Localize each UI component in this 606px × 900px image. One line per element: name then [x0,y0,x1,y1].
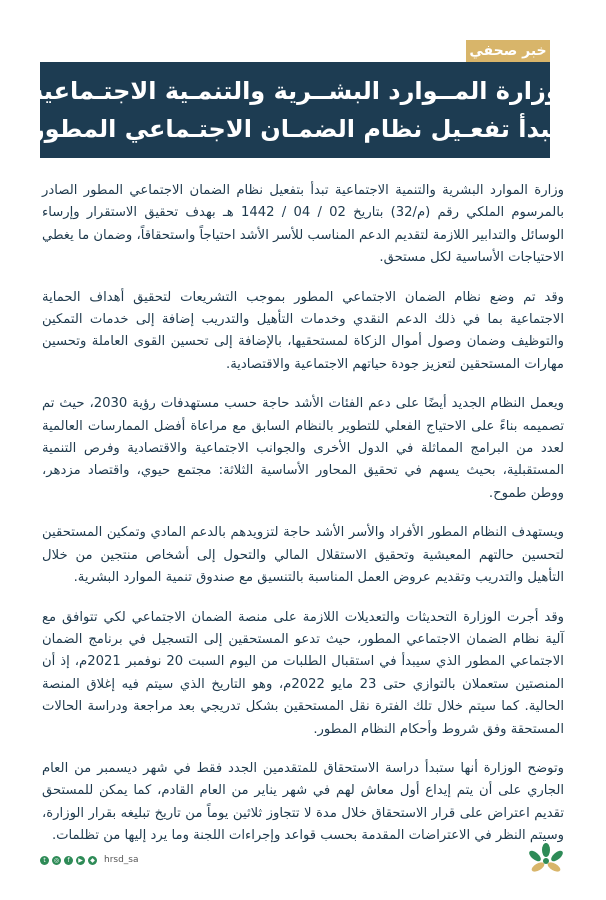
paragraph: ويستهدف النظام المطور الأفراد والأسر الأشد حاجة لتزويدهم بالدعم المادي وتمكين المستحقين لتحسين حالتهم المعيشية وتحقيق الاستقلال المالي والتحول إلى أشخاص منتجين من خلال التأهيل والتدريب وتقديم عروض العمل المناسبة بالتنسيق مع صندوق تنمية الموارد البشرية. [42,525,564,586]
title-banner [29,62,561,158]
paragraph: وقد أجرت الوزارة التحديثات والتعديلات اللازمة على منصة الضمان الاجتماعي لكي تتوافق مع آلية نظام الضمان الاجتماعي المطور، حيث تدعو المستحقين إلى التسجيل في برنامج الضمان الاجتماعي المطور الذي سيبدأ في استقبال الطلبات من اليوم السبت 20 نوفمبر 2021م، إذ أن المنصتين ستعملان بالتوازي حتى 23 مايو 2022م، وهو التاريخ الذي سيتم فيه إغلاق المنصة الحالية. كما سيتم خلال تلك الفترة نقل المستحقين بشكل تدريجي بعد مراجعة ودراسة الحالات المستحقة وفق شروط وأحكام النظام المطور. [42,609,565,737]
youtube-icon[interactable]: ▶ [76,856,85,865]
social-links [40,855,139,865]
facebook-icon[interactable]: f [64,856,73,865]
social-handle[interactable]: hrsd_sa [104,855,139,865]
instagram-icon[interactable]: ◎ [53,856,60,864]
paragraph: وقد تم وضع نظام الضمان الاجتماعي المطور بموجب التشريعات لتحقيق أهداف الحماية الاجتماعية بما في ذلك الدعم النقدي وخدمات التأهيل والتدريب إضافة إلى خدمات التمكين والتوظيف وضمان وصول أموال الزكاة لمستحقيها، بالإضافة إلى تحسين القوى العاملة وتحسين مهارات المستحقين لتعزيز جودة حياتهم الاجتماعية والاقتصادية. [42,289,564,372]
footer [40,840,566,880]
title-line-1: وزارة المــوارد البشــرية والتنمـية الاجتـماعية [29,77,561,105]
snapchat-icon[interactable]: ◆ [88,856,97,865]
paragraph: ويعمل النظام الجديد أيضًا على دعم الفئات الأشد حاجة حسب مستهدفات رؤية 2030، حيث تم تصميمه بناءً على الاحتياج الفعلي للتطوير بالنظام السابق مع مراعاة أفضل الممارسات العالمية لعدد من البرامج المماثلة في الدول الأخرى والجوانب الاجتماعية والاقتصادية وفرص التنمية المستقبلية، بحيث يسهم في تحقيق المحاور الأساسية الثلاثة: مجتمع حيوي، واقتصاد مزدهر، ووطن طموح. [42,396,564,501]
paragraph: وتوضح الوزارة أنها ستبدأ دراسة الاستحقاق للمتقدمين الجدد فقط في شهر ديسمبر من العام الجاري على أن يتم إيداع أول معاش لهم في شهر يناير من العام القادم، كما يمكن للمستحق تقديم اعتراض على قرار الاستحقاق خلال مدة لا تتجاوز ثلاثين يوماً من تاريخ تبليغه بقرار الوزارة، وسيتم النظر في الاعتراضات المقدمة بحسب قواعد وإجراءات اللجنة وما يرد إليها من تظلمات. [42,760,564,844]
ministry-logo-icon [526,842,566,878]
press-release-tag: خبر صحفي [466,40,550,62]
article-body [42,180,564,865]
title-line-2: تبدأ تفعـيل نظام الضمـان الاجتـماعي المطور [30,115,560,143]
twitter-icon[interactable]: t [40,856,49,865]
paragraph: وزارة الموارد البشرية والتنمية الاجتماعية تبدأ بتفعيل نظام الضمان الاجتماعي المطور الصادر بالمرسوم الملكي رقم (م/32) بتاريخ 02 / 04 / 1442 هـ بهدف تحقيق الاستقرار وإرساء الوسائل والتدابير اللازمة لتقديم الدعم المناسب للأسر الأشد احتياجاً واستحقاقاً، وضمان ما يغطي الاحتياجات الأساسية لكل مستحق. [42,183,565,266]
